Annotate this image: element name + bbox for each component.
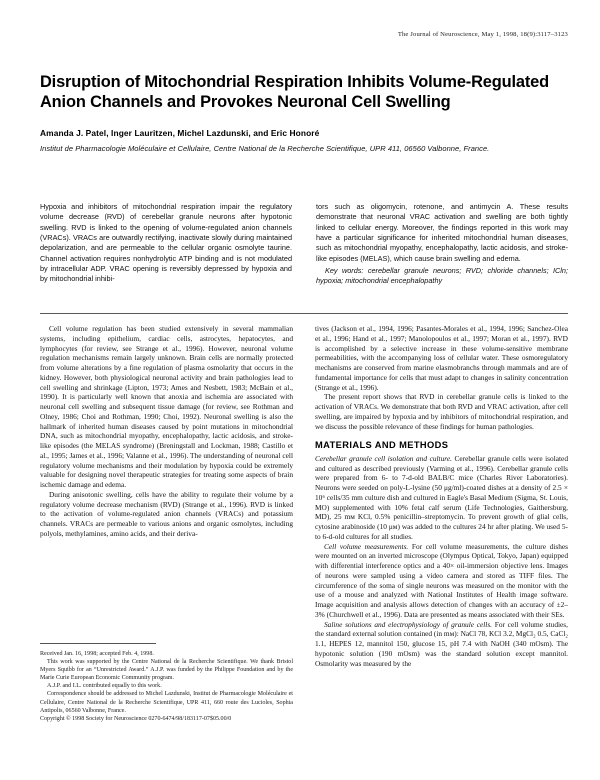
paragraph-body: For cell volume measurements, the culture dishes were mounted on an inverted microscope (Olympus Optical, Tokyo, Japan) equipped with differential interference optics and a 40× oil-immersion objective lens. Images of neurons were sampled using a video camera and stored as TIFF files. The circumference of the soma of single neurons was measured on the monitor with the use of a mouse and analyzed with National Institutes of Health image software. Image acquisition and analysis allows detection of changes with an accuracy of ±2–3% (Churchwell et al., 1996). Data are presented as means associated with their SEs. [315, 541, 568, 619]
body-columns [40, 324, 568, 754]
paragraph [315, 620, 568, 669]
run-in-head: Saline solutions and electrophysiology of granule cells. [324, 619, 493, 629]
paragraph-body: Cerebellar granule cells were isolated and cultured as described previously (Varming et al., 1996). Cerebellar granule cells were prepared from 6- to 7-d-old BALB/C mice (Charles River Laboratories). Neurons were seeded on poly-L-lysine (50 μg/ml)-coated dishes at a density of 2.5 × 10⁶ cells/35 mm culture dish and cultured in Eagle's Basal Medium (Sigma, St. Louis, MO) supplemented with 10% fetal calf serum (Life Technologies, Gaithersburg, MD), 25 mᴍ KCl, 0.5% penicillin–streptomycin. To prevent growth of glial cells, cytosine arabinoside (10 μᴍ) was added to the cultures 24 hr after plating. We used 5- to 6-d-old cultures for all studies. [315, 453, 568, 541]
paragraph: tives (Jackson et al., 1994, 1996; Pasantes-Morales et al., 1994, 1996; Sanchez-Olea et al., 1996; Hand et al., 1997; Manolopoulos et al., 1997; Moran et al., 1997). RVD is accomplished by a selective increase in these volume-sensitive membrane permeabilities, with the accompanying loss of cellular water. These osmoregulatory mechanisms are conserved from marine elasmobranchs through mammals and are of fundamental importance for cells that must adapt to changes in salinity concentration (Strange et al., 1996). [315, 324, 568, 392]
abstract-column-right [316, 202, 568, 286]
intro-right-text [315, 324, 568, 431]
keywords-line [316, 266, 568, 287]
footnote-copyright: Copyright © 1998 Society for Neuroscience 0270-6474/98/183117-07$05.00/0 [40, 715, 232, 722]
abstract-text-right: tors such as oligomycin, rotenone, and antimycin A. These results demonstrate that neuronal VRAC activation and swelling are both tightly linked to cellular energy. Moreover, the findings reported in this work may have a particular significance for inherited mitochondrial human diseases, such as mitochondrial myopathy, encephalopathy, lactic acidosis, and stroke-like episodes (MELAS), which cause brain swelling and edema. [316, 202, 568, 263]
keywords-text: cerebellar granule neurons; RVD; chloride channels; ICln; hypoxia; mitochondrial encephalopathy [316, 265, 569, 285]
footnotes [40, 650, 293, 723]
run-in-head: Cell volume measurements. [324, 541, 409, 551]
author-list: Amanda J. Patel, Inger Lauritzen, Michel Lazdunski, and Eric Honoré [40, 128, 320, 138]
journal-running-head: The Journal of Neuroscience, May 1, 1998, 18(9):3117–3123 [397, 31, 568, 38]
body-column-left [40, 324, 293, 754]
body-column-right [315, 324, 568, 754]
paragraph-body: For cell volume studies, the standard external solution contained (in mᴍ): NaCl 78, KCl 3.2, MgCl₂ 0.5, CaCl₂ 1.1, HEPES 12, mannitol 150, glucose 15, pH 7.4 with NaOH (340 mOsm). The hypotonic solution (190 mOsm) was the standard solution except mannitol. Osmolarity was measured by the [315, 619, 568, 668]
paragraph: The present report shows that RVD in cerebellar granule cells is linked to the activation of VRACs. We demonstrate that both RVD and VRAC activation, after cell swelling, are impaired by hypoxia and by inhibitors of mitochondrial respiration, and we discuss the possible relevance of these findings for human pathologies. [315, 392, 568, 431]
abstract-column-left [40, 202, 292, 286]
footnote-received: Received Jan. 16, 1998; accepted Feb. 4, 1998. [40, 651, 154, 657]
paragraph [315, 542, 568, 620]
footnote-divider [40, 643, 156, 644]
abstract-divider [40, 313, 568, 314]
abstract [40, 202, 568, 286]
page-title: Disruption of Mitochondrial Respiration Inhibits Volume-Regulated Anion Channels and Provokes Neuronal Cell Swelling [40, 73, 549, 111]
footnote-contribution: A.J.P. and I.L. contributed equally to this work. [47, 683, 162, 690]
paragraph: During anisotonic swelling, cells have the ability to regulate their volume by a regulatory volume decrease mechanism (RVD) (Strange et al., 1996). RVD is linked to the activation of volume-regulated anion channels (VRACs) and potassium channels. VRACs are permeable to various anions and organic osmolytes, including polyols, methylamines, amino acids, and their deriva- [40, 489, 293, 538]
paragraph: Cell volume regulation has been studied extensively in several mammalian systems, including epithelium, cardiac cells, astrocytes, hepatocytes, and lymphocytes (for review, see Strange et al., 1996). However, neuronal volume regulation mechanisms remain largely unknown. Brain cells are normally protected from volume alterations by a fine regulation of plasma osmolarity that occurs in the kidney. However, both physiological neuronal activity and brain pathologies lead to cell swelling and shrinkage (Lipton, 1973; Ames and Nesbett, 1983; McBain et al., 1990). It is particularly well known that anoxia and ischemia are associated with neuronal cell swelling and subsequent tissue damage (for review, see Rothman and Olney, 1986; Choi and Rothman, 1990; Choi, 1992). Neuronal swelling is also the hallmark of inherited human diseases caused by point mutations in mitochondrial DNA, such as mitochondrial myopathy, encephalopathy, lactic acidosis, and stroke-like episodes (the MELAS syndrome) (Breningstall and Lockman, 1988; Castillo et al., 1995; James et al., 1996; Valanne et al., 1996). The understanding of neuronal cell regulatory volume mechanisms and their modulation by hypoxia could be extremely valuable for designing novel therapeutic strategies for treating some aspects of brain ischemic damage and edema. [40, 324, 293, 489]
title-block [40, 72, 568, 112]
abstract-text-left: Hypoxia and inhibitors of mitochondrial respiration impair the regulatory volume decrease (RVD) of cerebellar granule neurons after hypotonic swelling. RVD is linked to the opening of volume-regulated anion channels (VRACs). VRACs are outwardly rectifying, inactivate slowly during maintained depolarization, and are permeable to the cellular organic osmolyte taurine. Channel activation requires nonhydrolytic ATP binding and is not modulated by intracellular ADP. VRAC opening is reversibly depressed by hypoxia and by mitochondrial inhibi- [40, 202, 292, 284]
affiliation: Institut de Pharmacologie Moléculaire et Cellulaire, Centre National de la Recherche Scientifique, UPR 411, 06560 Valbonne, France. [40, 144, 490, 153]
paragraph [315, 454, 568, 542]
run-in-head: Cerebellar granule cell isolation and culture. [315, 453, 452, 463]
methods-text [315, 454, 568, 669]
section-heading-materials-and-methods: MATERIALS AND METHODS [315, 440, 449, 451]
footnote-correspondence: Correspondence should be addressed to Michel Lazdunski, Institut de Pharmacologie Moléculaire et Cellulaire, Centre National de la Recherche Scientifique, UPR 411, 660 route des Lucioles, Sophia Antipolis, 06560 Valbonne, France. [40, 691, 293, 714]
footnote-funding: This work was supported by the Centre National de la Recherche Scientifique. We thank Bristol Myers Squibb for an “Unrestricted Award.” A.J.P. was funded by the Philippe Foundation and by the Marie Curie European Economic Community program. [40, 659, 293, 682]
keywords-label: Key words: [325, 265, 364, 275]
intro-left-text [40, 324, 293, 539]
authors-block [40, 128, 568, 155]
